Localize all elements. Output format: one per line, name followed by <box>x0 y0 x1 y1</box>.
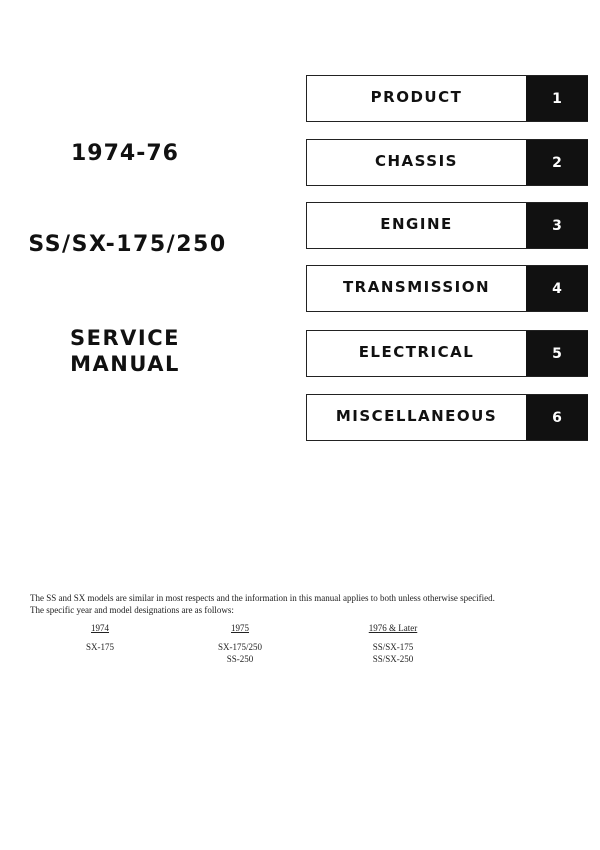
section-tab-engine[interactable] <box>306 202 588 249</box>
section-tab-label: PRODUCT <box>370 87 463 106</box>
designation-model: SX-175/250 <box>217 642 262 652</box>
section-tab-label: TRANSMISSION <box>342 277 491 296</box>
section-tab-number: 4 <box>526 266 588 311</box>
section-tab-number: 3 <box>526 203 588 248</box>
section-tab-number: 5 <box>526 331 588 376</box>
cover-title-line-1: SERVICE <box>70 326 180 350</box>
section-tab-label: ENGINE <box>380 214 453 233</box>
designation-column-1974 <box>70 622 130 653</box>
section-tab-electrical[interactable] <box>306 330 588 377</box>
section-tab-number: 6 <box>526 395 588 440</box>
intro-paragraph: The SS and SX models are similar in most respects and the information in this manual applies to both unless otherwise specified. The specific year and model designations are as follows: <box>30 593 495 615</box>
designation-model: SS/SX-250 <box>372 654 414 664</box>
section-tab-miscellaneous[interactable] <box>306 394 588 441</box>
designation-column-1975 <box>200 622 280 665</box>
designation-model: SX-175 <box>85 642 114 652</box>
section-tab-label: CHASSIS <box>375 151 458 170</box>
section-tab-chassis[interactable] <box>306 139 588 186</box>
section-tab-number: 2 <box>526 140 588 185</box>
section-tab-label: MISCELLANEOUS <box>335 406 498 425</box>
cover-years: 1974-76 <box>71 141 179 166</box>
designation-model: SS-250 <box>226 654 254 664</box>
designation-year: 1975 <box>231 623 249 633</box>
section-tab-product[interactable] <box>306 75 588 122</box>
section-tab-label: ELECTRICAL <box>358 342 475 361</box>
section-tab-number: 1 <box>526 76 588 121</box>
section-tab-transmission[interactable] <box>306 265 588 312</box>
designation-model: SS/SX-175 <box>372 642 414 652</box>
designation-column-1976 <box>348 622 438 665</box>
cover-title-line-2: MANUAL <box>70 352 180 376</box>
designation-year: 1974 <box>91 623 109 633</box>
cover-models: SS/SX-175/250 <box>28 232 227 257</box>
designation-year: 1976 & Later <box>368 623 418 633</box>
